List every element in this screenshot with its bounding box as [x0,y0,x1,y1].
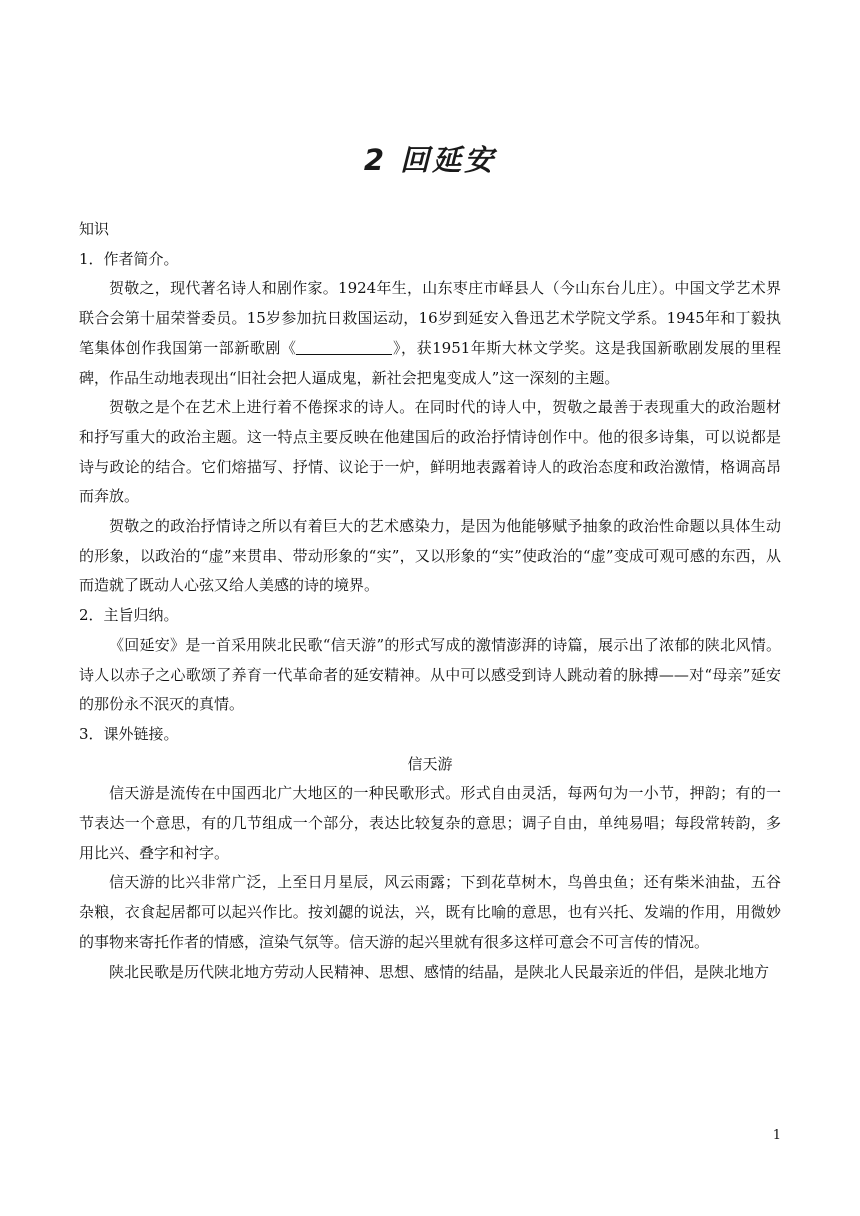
theme-paragraphs [79,631,781,720]
fill-in-blank [296,339,392,355]
section-label-knowledge: 知识 [79,220,110,238]
author-paragraph-1-part-a: 贺敬之，现代著名诗人和剧作家。1924年生，山东枣庄市峄县人（今山东台儿庄）。中国文学艺术界联合会第十届荣誉委员。15岁参加抗日救国运动，16岁到延安入鲁迅艺术学院文学系。1945年和丁毅执笔集体创作我国第一部新歌剧《 [79,279,781,357]
author-paragraph-1-part-b: 》，获1951年斯大林文学奖。这是我国新歌剧发展的里程碑，作品生动地表现出“旧社会把人逼成鬼，新社会把鬼变成人”这一深刻的主题。 [79,338,781,387]
author-paragraph-2: 贺敬之是个在艺术上进行着不倦探求的诗人。在同时代的诗人中，贺敬之最善于表现重大的政治题材和抒写重大的政治主题。这一特点主要反映在他建国后的政治抒情诗创作中。他的很多诗集，可以说都是诗与政论的结合。它们熔描写、抒情、议论于一炉，鲜明地表露着诗人的政治态度和政治激情，格调高昂而奔放。 [79,398,781,506]
author-paragraph-3: 贺敬之的政治抒情诗之所以有着巨大的艺术感染力，是因为他能够赋予抽象的政治性命题以具体生动的形象，以政治的“虚”来贯串、带动形象的“实”，又以形象的“实”使政治的“虚”变成可观可感的东西，从而造就了既动人心弦又给人美感的诗的境界。 [79,517,781,595]
section-heading-theme: 2．主旨归纳。 [79,606,179,625]
page-number: 1 [772,1128,781,1143]
extra-paragraph-1: 信天游是流传在中国西北广大地区的一种民歌形式。形式自由灵活，每两句为一小节，押韵；有的一节表达一个意思，有的几节组成一个部分，表达比较复杂的意思；调子自由，单纯易唱；每段常转韵，多用比兴、叠字和衬字。 [79,784,781,862]
document-body [79,215,781,987]
section-heading-extra: 3．课外链接。 [79,724,179,743]
theme-paragraph-1: 《回延安》是一首采用陕北民歌“信天游”的形式写成的激情澎湃的诗篇，展示出了浓郁的陕北风情。诗人以赤子之心歌颂了养育一代革命者的延安精神。从中可以感受到诗人跳动着的脉搏——对“母亲”延安的那份永不泯灭的真情。 [79,635,781,714]
extra-paragraph-2: 信天游的比兴非常广泛，上至日月星辰，风云雨露；下到花草树木，鸟兽虫鱼；还有柴米油盐，五谷杂粮，衣食起居都可以起兴作比。按刘勰的说法，兴，既有比喻的意思，也有兴托、发端的作用，用微妙的事物来寄托作者的情感，渲染气氛等。信天游的起兴里就有很多这样可意会不可言传的情况。 [79,873,781,951]
extra-paragraphs [79,779,781,987]
section-heading-author: 1．作者简介。 [79,249,179,268]
document-title: 2 回延安 [363,143,497,177]
subsection-title: 信天游 [407,754,453,773]
author-paragraphs [79,274,781,601]
author-paragraph-1 [79,274,781,393]
extra-paragraph-3: 陕北民歌是历代陕北地方劳动人民精神、思想、感情的结晶，是陕北人民最亲近的伴侣，是陕北地方 [109,962,770,981]
